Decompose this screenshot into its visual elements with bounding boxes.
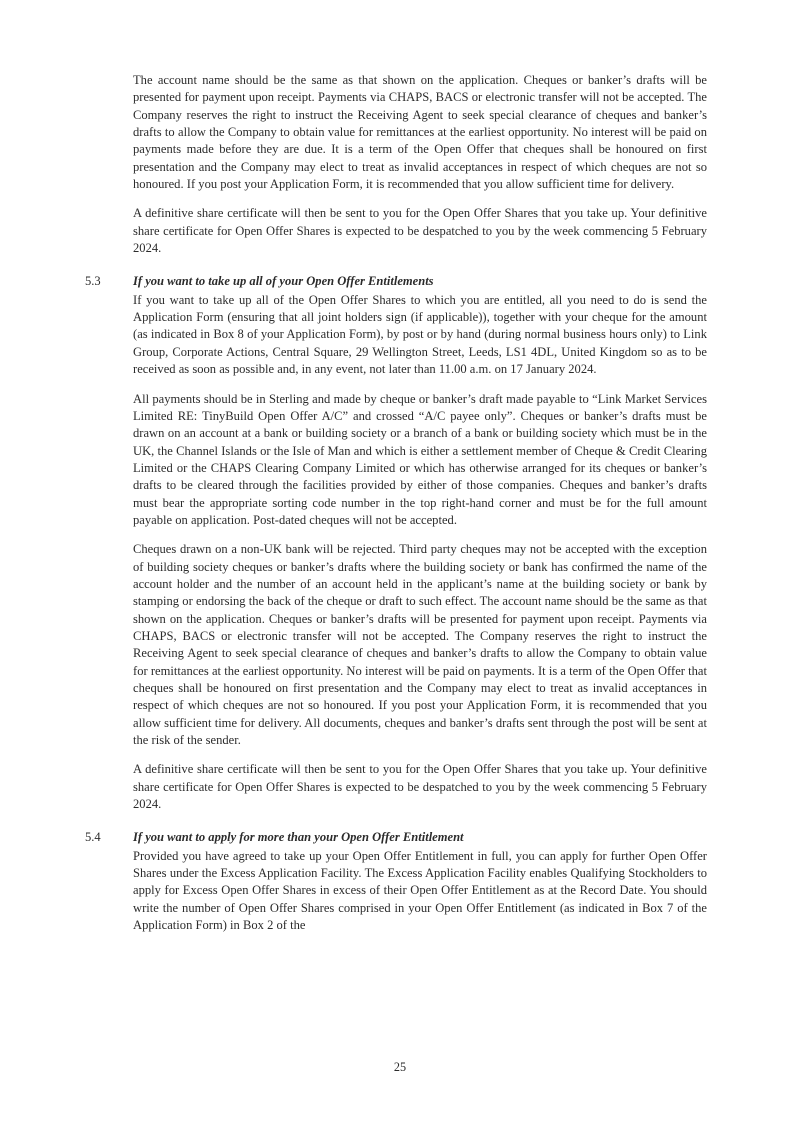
page-body [85,72,707,934]
section-heading-5-3 [85,273,707,290]
paragraph: A definitive share certificate will then be sent to you for the Open Offer Shares that you take up. Your definitive share certificate for Open Offer Shares is expected to be despatched to you by the week commencing 5 February 2024. [133,206,707,256]
section-number: 5.4 [85,830,101,845]
section-number: 5.3 [85,274,101,289]
paragraph: All payments should be in Sterling and made by cheque or banker’s draft made payable to “Link Market Services Limited RE: TinyBuild Open Offer A/C” and crossed “A/C payee only”. Cheques or banker’s drafts must be drawn on an account at a bank or building society or a branch of a bank or building society which must be in the UK, the Channel Islands or the Isle of Man and which is either a settlement member of Cheque & Credit Clearing Limited or the CHAPS Clearing Company Limited or which has otherwise arranged for its cheques or banker’s drafts to be cleared through the facilities provided by either of those companies. Cheques and banker’s drafts must bear the appropriate sorting code number in the top right-hand corner and must be for the full amount payable on application. Post-dated cheques will not be accepted. [133,391,707,527]
paragraph: If you want to take up all of the Open Offer Shares to which you are entitled, all you need to do is send the Application Form (ensuring that all joint holders sign (if applicable)), together with your cheque for the amount (as indicated in Box 8 of your Application Form), by post or by hand (during normal business hours only) to Link Group, Corporate Actions, Central Square, 29 Wellington Street, Leeds, LS1 4DL, United Kingdom so as to be received as soon as possible and, in any event, not later than 11.00 a.m. on 17 January 2024. [133,292,707,377]
section-title: If you want to take up all of your Open Offer Entitlements [133,274,434,289]
section-title: If you want to apply for more than your Open Offer Entitlement [133,830,464,845]
paragraph: The account name should be the same as that shown on the application. Cheques or banker’s drafts will be presented for payment upon receipt. Payments via CHAPS, BACS or electronic transfer will not be accepted. The Company reserves the right to instruct the Receiving Agent to seek special clearance of cheques and banker’s drafts to allow the Company to obtain value for remittances at the earliest opportunity. No interest will be paid on payments made before they are due. It is a term of the Open Offer that cheques shall be honoured on first presentation and the Company may elect to treat as invalid acceptances in respect of which cheques are not so honoured. If you post your Application Form, it is recommended that you allow sufficient time for delivery. [133,73,707,192]
paragraph: Provided you have agreed to take up your Open Offer Entitlement in full, you can apply for further Open Offer Shares under the Excess Application Facility. The Excess Application Facility enables Qualifying Stockholders to apply for Excess Open Offer Shares in excess of their Open Offer Entitlement as at the Record Date. You should write the number of Open Offer Shares comprised in your Open Offer Entitlement (as indicated in Box 7 of the Application Form) in Box 2 of the [133,848,707,933]
section-heading-5-4 [85,829,707,846]
page-number: 25 [393,1060,407,1074]
paragraph: A definitive share certificate will then be sent to you for the Open Offer Shares that you take up. Your definitive share certificate for Open Offer Shares is expected to be despatched to you by the week commencing 5 February 2024. [133,762,707,812]
paragraph: Cheques drawn on a non-UK bank will be rejected. Third party cheques may not be accepted with the exception of building society cheques or banker’s drafts where the building society or bank has confirmed the name of the account holder and the number of an account held in the applicant’s name at the building society or bank by stamping or endorsing the back of the cheque or draft to such effect. The account name should be the same as that shown on the application. Cheques or banker’s drafts will be presented for payment upon receipt. Payments via CHAPS, BACS or electronic transfer will not be accepted. The Company reserves the right to instruct the Receiving Agent to seek special clearance of cheques and banker’s drafts to allow the Company to obtain value for remittances at the earliest opportunity. No interest will be paid on payments. It is a term of the Open Offer that cheques shall be honoured on first presentation and the Company may elect to treat as invalid acceptances in respect of which cheques are not so honoured. If you post your Application Form, it is recommended that you allow sufficient time for delivery. All documents, cheques and banker’s drafts sent through the post will be sent at the risk of the sender. [133,542,707,748]
